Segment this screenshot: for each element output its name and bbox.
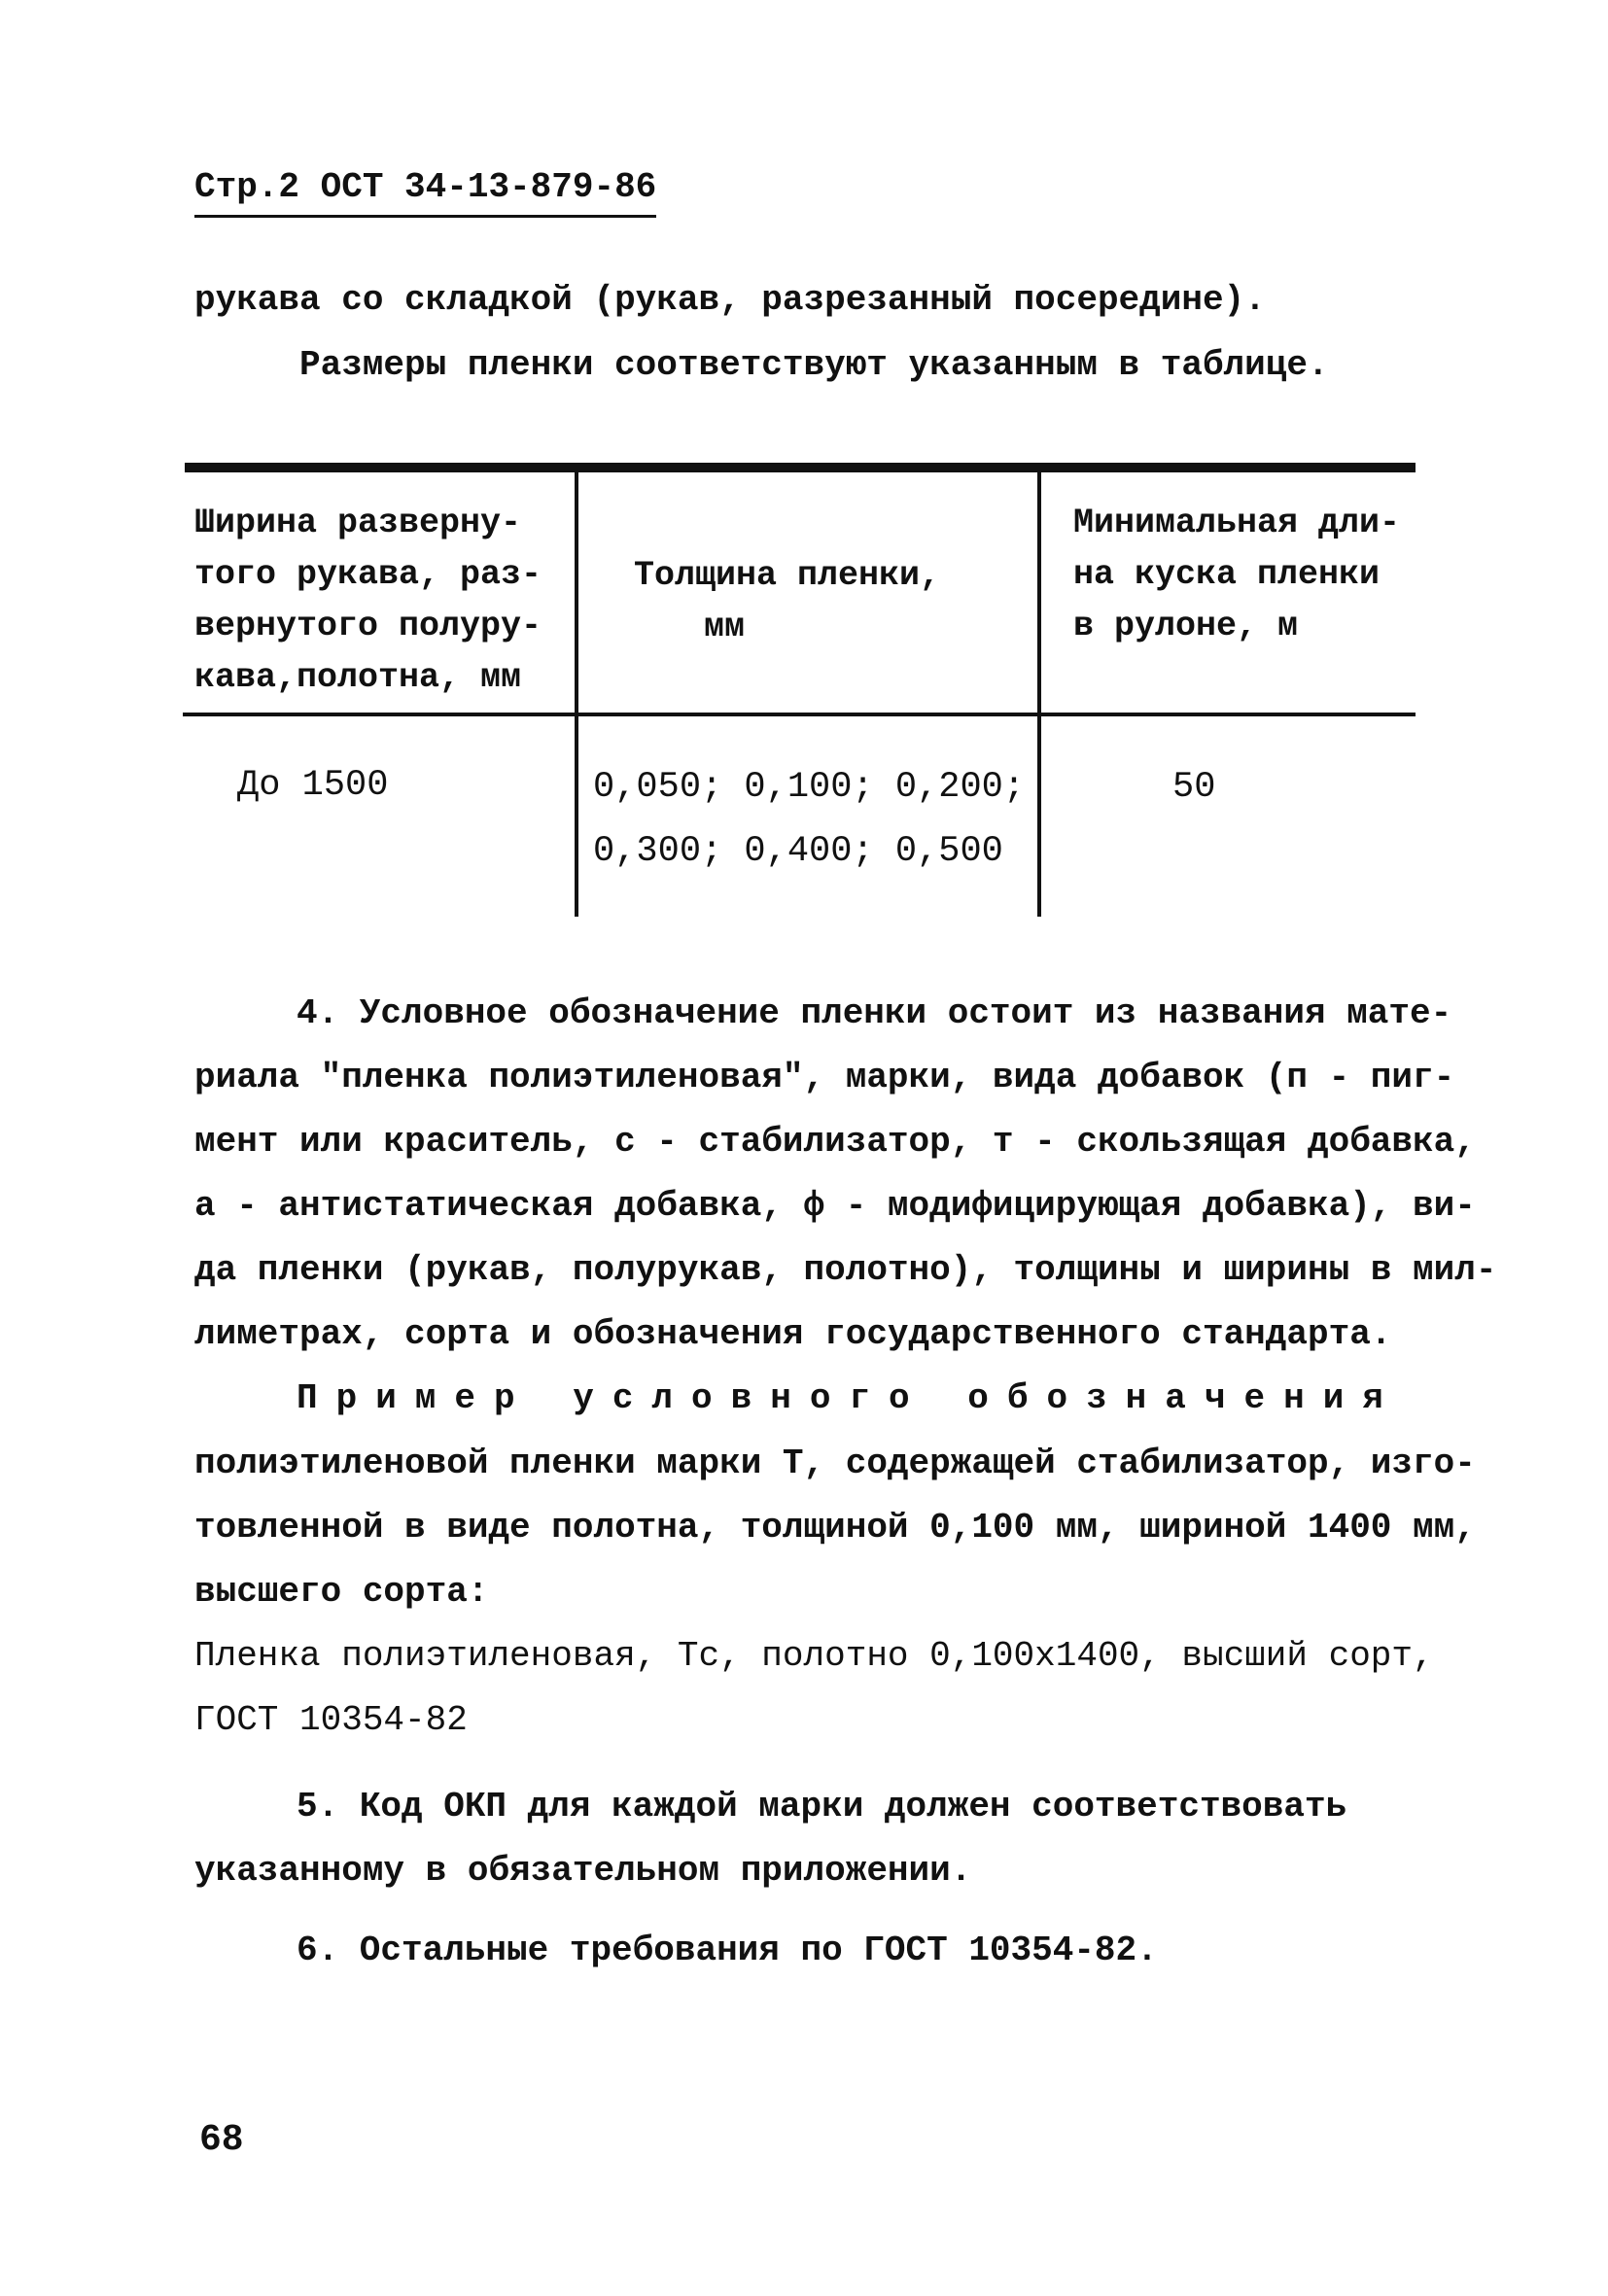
table-column-divider-1 — [575, 472, 578, 917]
example-designation-line: ГОСТ 10354-82 — [194, 1700, 468, 1740]
intro-line-2: Размеры пленки соответствуют указанным в таблице. — [299, 345, 1329, 385]
table-top-rule — [185, 463, 1416, 472]
section-4-line: а - антистатическая добавка, ф - модифицирующая добавка), ви- — [194, 1186, 1476, 1226]
table-cell-thickness-1: 0,050; 0,100; 0,200; — [593, 767, 1026, 808]
table-cell-width: До 1500 — [237, 765, 389, 806]
table-cell-length: 50 — [1172, 767, 1216, 808]
example-designation-line: Пленка полиэтиленовая, Тс, полотно 0,100х1400, высший сорт, — [194, 1636, 1434, 1676]
example-title: Пример условного обозначения — [297, 1378, 1402, 1418]
example-line: товленной в виде полотна, толщиной 0,100 мм, шириной 1400 мм, — [194, 1508, 1476, 1548]
table-cell-thickness-2: 0,300; 0,400; 0,500 — [593, 831, 1003, 872]
table-header-rule — [183, 713, 1416, 716]
section-5-line: 5. Код ОКП для каждой марки должен соответствовать — [297, 1787, 1347, 1826]
page-header: Стр.2 ОСТ 34-13-879-86 — [194, 167, 656, 218]
section-5-line: указанному в обязательном приложении. — [194, 1851, 972, 1891]
section-4-line: риала "пленка полиэтиленовая", марки, вида добавок (п - пиг- — [194, 1058, 1455, 1097]
example-line: высшего сорта: — [194, 1572, 489, 1612]
example-line: полиэтиленовой пленки марки Т, содержащей стабилизатор, изго- — [194, 1444, 1476, 1483]
section-6: 6. Остальные требования по ГОСТ 10354-82. — [297, 1931, 1158, 1970]
table-header-width: Ширина разверну- того рукава, раз- вернутого полуру- кава,полотна, мм — [194, 504, 542, 697]
section-4-line: лиметрах, сорта и обозначения государственного стандарта. — [194, 1314, 1392, 1354]
section-4-line: мент или краситель, с - стабилизатор, т - скользящая добавка, — [194, 1122, 1476, 1162]
section-4-line: да пленки (рукав, полурукав, полотно), толщины и ширины в мил- — [194, 1250, 1497, 1290]
page-number: 68 — [199, 2119, 244, 2161]
intro-line-1: рукава со складкой (рукав, разрезанный посередине). — [194, 280, 1266, 320]
table-header-length: Минимальная дли- на куска пленки в рулоне, м — [1073, 504, 1401, 645]
table-header-thickness: Толщина пленки, мм — [634, 556, 941, 646]
table-column-divider-2 — [1037, 472, 1041, 917]
section-4-line: 4. Условное обозначение пленки остоит из названия мате- — [297, 993, 1452, 1033]
